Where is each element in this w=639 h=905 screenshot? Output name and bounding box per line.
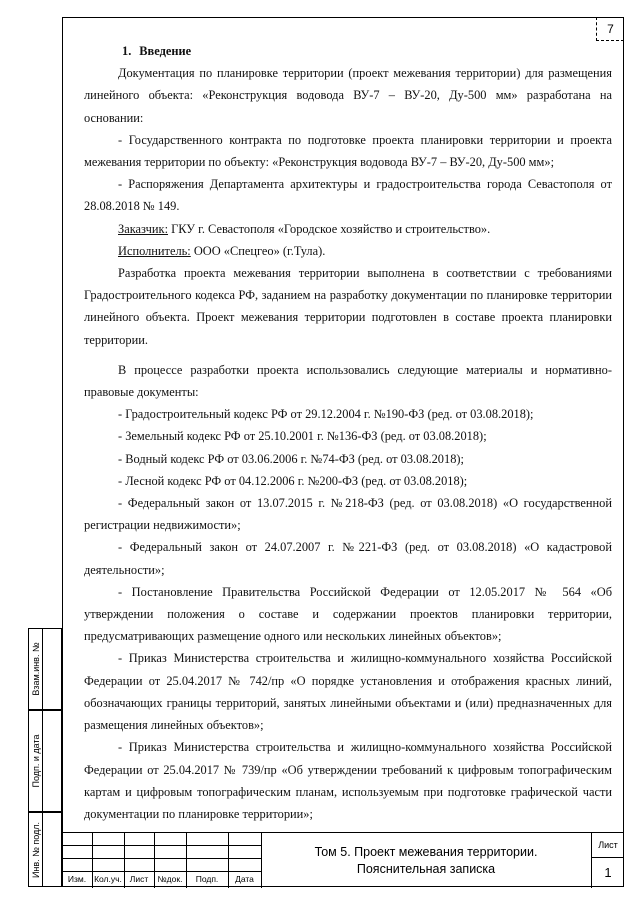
side-label-inv-orig: Инв. № подл. <box>30 821 41 878</box>
column-label-doc: №док. <box>157 874 183 884</box>
title-line-1: Том 5. Проект межевания территории. <box>314 844 538 859</box>
side-block-sign-date <box>28 710 62 812</box>
sheet-number: 1 <box>604 865 612 880</box>
document-item: - Федеральный закон от 24.07.2007 г. №221-ФЗ (ред. от 03.08.2018) «О кадастровой деятельности»; <box>84 540 612 577</box>
document-body <box>84 40 612 825</box>
sheet-number-box <box>591 833 624 888</box>
section-title: Введение <box>139 44 192 58</box>
top-sheet-number: 7 <box>596 17 624 41</box>
paragraph-development: Разработка проекта межевания территории выполнена в соответствии с требованиями Градостроительного кодекса РФ, заданием на разработку документации по планировке территории линейного объекта. Проект межевания территории подготовлен в составе проекта планировки территории. <box>84 266 612 347</box>
side-label-replace-inv: Взам.инв. № <box>30 642 41 696</box>
executor-value: ООО «Спецгео» (г.Тула). <box>190 243 326 258</box>
paragraph-contract: - Государственного контракта по подготовке проекта планировки территории и проекта межевания территории по объекту: «Реконструкция водовода ВУ-7 – ВУ-20, Ду-500 мм»; <box>84 132 612 170</box>
column-label-date: Дата <box>235 874 254 884</box>
customer-value: ГКУ г. Севастополя «Городское хозяйство и строительство». <box>168 221 491 236</box>
paragraph-materials: В процессе разработки проекта использовались следующие материалы и нормативно-правовые документы: <box>84 362 612 400</box>
document-item: - Градостроительный кодекс РФ от 29.12.2004 г. №190-ФЗ (ред. от 03.08.2018); <box>118 407 534 422</box>
title-block-caption <box>261 833 591 888</box>
revision-grid <box>62 833 261 888</box>
column-label-sheet: Лист <box>129 874 149 884</box>
column-label-sign: Подп. <box>195 874 219 884</box>
executor-label: Исполнитель: <box>118 243 191 258</box>
document-item: - Постановление Правительства Российской Федерации от 12.05.2017 № 564 «Об утверждении положения о составе и содержании проектов планировки территории, предусматривающих размещение одного или нескольких линейных объектов»; <box>84 584 612 644</box>
sheet-label: Лист <box>592 833 624 858</box>
side-label-sign-date: Подп. и дата <box>30 734 41 788</box>
section-heading <box>84 40 612 62</box>
document-item: - Земельный кодекс РФ от 25.10.2001 г. №136-ФЗ (ред. от 03.08.2018); <box>118 429 487 444</box>
document-item: - Приказ Министерства строительства и жилищно-коммунального хозяйства Российской Федерации от 25.04.2017 № 742/пр «О порядке установления и отображения красных линий, обозначающих границы территорий, занятых линейными объектами и (или) предназначенных для размещения линейных объектов»; <box>84 651 612 733</box>
title-block <box>62 832 624 887</box>
title-line-2: Пояснительная записка <box>356 861 496 876</box>
side-block-replace-inv <box>28 628 62 710</box>
document-item: - Приказ Министерства строительства и жилищно-коммунального хозяйства Российской Федерации от 25.04.2017 № 739/пр «Об утверждении требований к цифровым топографическим картам и цифровым топографическим планам, используемым при подготовке графической части документации по планировке территории»; <box>84 740 612 821</box>
column-label-count: Кол.уч. <box>94 874 122 884</box>
document-item: - Лесной кодекс РФ от 04.12.2006 г. №200-ФЗ (ред. от 03.08.2018); <box>118 473 468 488</box>
paragraph-basis: Документация по планировке территории (проект межевания территории) для размещения линейного объекта: «Реконструкция водовода ВУ-7 – ВУ-20, Ду-500 мм» разработана на основании: <box>84 66 612 125</box>
paragraph-order: - Распоряжения Департамента архитектуры и градостроительства города Севастополя от 28.08.2018 № 149. <box>84 177 612 214</box>
column-label-change: Изм. <box>67 874 87 884</box>
customer-label: Заказчик: <box>118 221 169 236</box>
section-number: 1. <box>122 44 132 58</box>
paragraph-executor <box>84 240 612 262</box>
document-item: - Федеральный закон от 13.07.2015 г. №218-ФЗ (ред. от 03.08.2018) «О государственной регистрации недвижимости»; <box>84 496 612 533</box>
side-block-inv-orig <box>28 812 62 887</box>
paragraph-customer <box>84 218 612 240</box>
document-item: - Водный кодекс РФ от 03.06.2006 г. №74-ФЗ (ред. от 03.08.2018); <box>118 451 464 466</box>
